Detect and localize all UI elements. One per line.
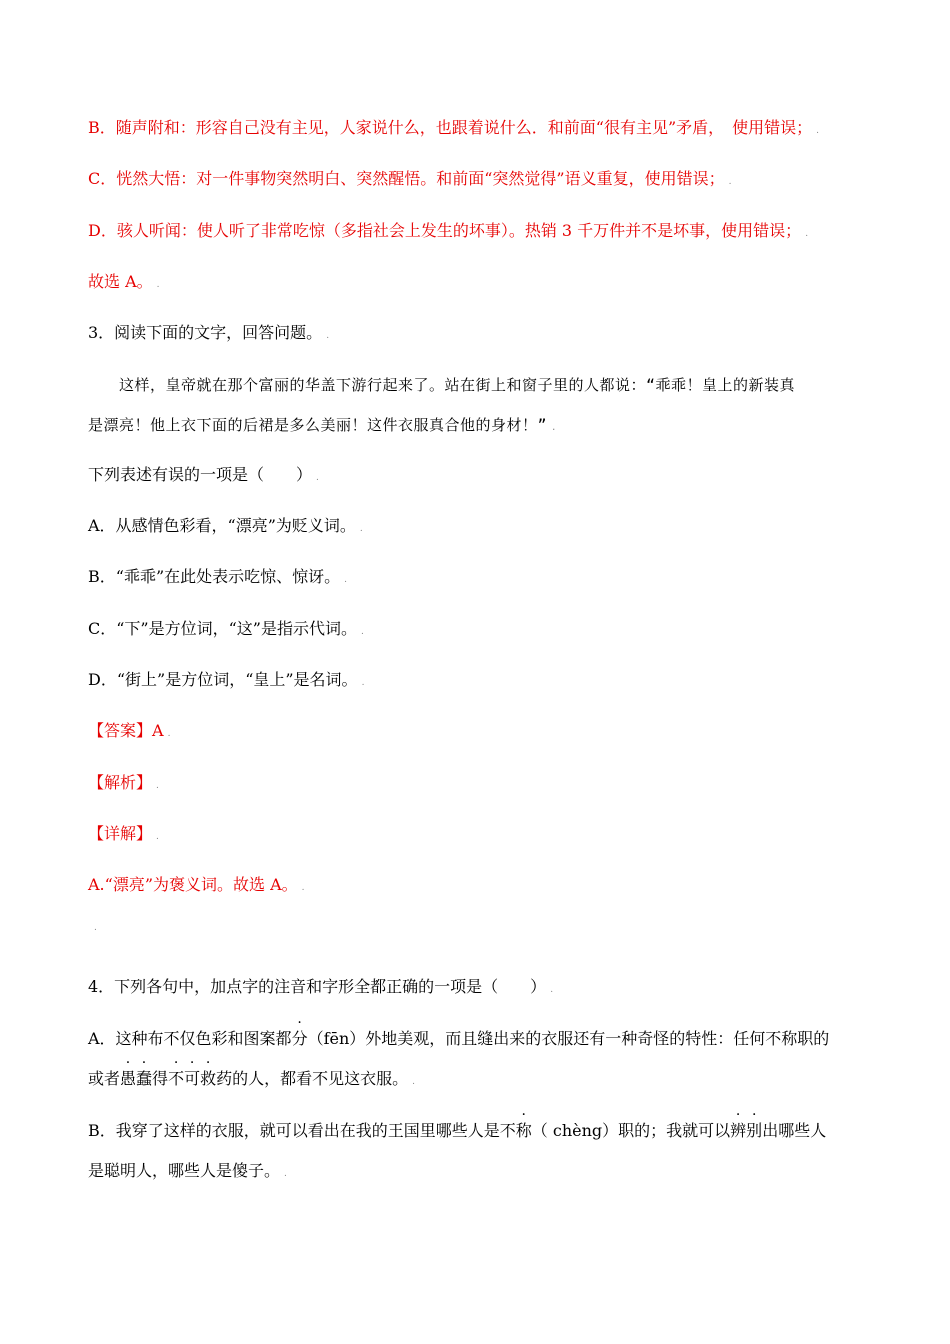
dotted-chars bbox=[168, 1069, 216, 1088]
q4-stem: 4．下列各句中，加点字的注音和字形全都正确的一项是（ ） . bbox=[88, 977, 554, 996]
q4-option-b-line1: B．我穿了这样的衣服，就可以看出在我的王国里哪些人是不称（ chèng）职的；我就可以辨别出哪些人 bbox=[88, 1121, 827, 1140]
q2-option-b: B．随声附和：形容自己没有主见，人家说什么，也跟着说什么．和前面“很有主见”矛盾， 使用错误； . bbox=[88, 118, 819, 137]
q3-option-b: B．“乖乖”在此处表示吃惊、惊讶。 . bbox=[88, 567, 347, 586]
q4-option-a-line1: A．这种布不仅色彩和图案都分（fēn）外地美观，而且缝出来的衣服还有一种奇怪的特性：任何不称职的 bbox=[88, 1029, 830, 1048]
q3-stem: 3．阅读下面的文字，回答问题。 . bbox=[88, 323, 330, 342]
dotted-char: 不 bbox=[168, 1069, 185, 1088]
q3-answer: 【答案】A . bbox=[88, 721, 171, 740]
dotted-char: 愚 bbox=[120, 1069, 137, 1088]
q3-option-a: A．从感情色彩看，“漂亮”为贬义词。 . bbox=[88, 516, 363, 535]
blank-paragraph-mark: . bbox=[94, 923, 97, 933]
q3-analysis-label: 【解析】 . bbox=[88, 773, 159, 792]
dotted-char: 辨 bbox=[730, 1121, 747, 1140]
q3-detail-text: A.“漂亮”为褒义词。故选 A。 . bbox=[88, 875, 305, 894]
dotted-char: 救 bbox=[200, 1069, 217, 1088]
dotted-char: 蠢 bbox=[136, 1069, 153, 1088]
q3-option-d: D．“街上”是方位词，“皇上”是名词。 . bbox=[88, 670, 365, 689]
q3-passage-line2: 是漂亮！他上衣下面的后裙是多么美丽！这件衣服真合他的身材！” . bbox=[88, 416, 557, 434]
dotted-char: 可 bbox=[184, 1069, 201, 1088]
q4-option-a-line2: 或者愚蠢得不可救药的人，都看不见这衣服。 . bbox=[88, 1069, 415, 1088]
dotted-char: 称 bbox=[515, 1121, 532, 1140]
q3-option-c: C．“下”是方位词，“这”是指示代词。 . bbox=[88, 619, 364, 638]
q2-option-d: D．骇人听闻：使人听了非常吃惊（多指社会上发生的坏事）。热销 3 千万件并不是坏事，使用错误； . bbox=[88, 221, 809, 240]
dotted-chars bbox=[730, 1121, 762, 1140]
q3-passage-line1: 这样，皇帝就在那个富丽的华盖下游行起来了。站在街上和窗子里的人都说：“乖乖！皇上的新装真 bbox=[119, 376, 796, 394]
dotted-chars bbox=[120, 1069, 152, 1088]
q3-detail-label: 【详解】 . bbox=[88, 824, 159, 843]
q3-question: 下列表述有误的一项是（ ） . bbox=[88, 465, 319, 484]
q4-option-b-line2: 是聪明人，哪些人是傻子。 . bbox=[88, 1161, 287, 1180]
q2-option-c: C．恍然大悟：对一件事物突然明白、突然醒悟。和前面“突然觉得”语义重复，使用错误； . bbox=[88, 169, 732, 188]
dotted-char: 别 bbox=[746, 1121, 763, 1140]
dotted-char: 分 bbox=[291, 1029, 308, 1048]
q2-conclusion: 故选 A。 . bbox=[88, 272, 160, 291]
